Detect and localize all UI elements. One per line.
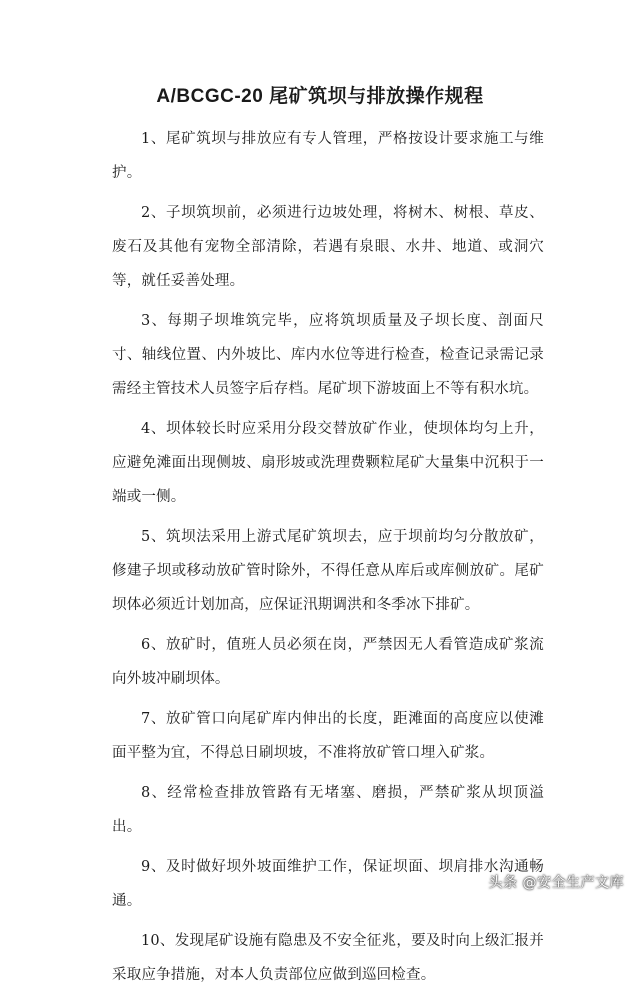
rule-item-7: 7、放矿管口向尾矿库内伸出的长度，距滩面的高度应以使滩面平整为宜，不得总日刷坝坡，不准将放矿管口埋入矿浆。	[112, 711, 544, 761]
rule-item-6: 6、放矿时，值班人员必须在岗，严禁因无人看管造成矿浆流向外坡冲刷坝体。	[112, 637, 544, 687]
rule-item-8: 8、经常检查排放管路有无堵塞、磨损，严禁矿浆从坝顶溢出。	[112, 785, 544, 835]
rules-list	[112, 122, 544, 998]
rule-item-1: 1、尾矿筑坝与排放应有专人管理，严格按设计要求施工与维护。	[112, 131, 544, 181]
rule-item-2: 2、子坝筑坝前，必须进行边坡处理，将树木、树根、草皮、废石及其他有宠物全部清除，若遇有泉眼、水井、地道、或洞穴等，就任妥善处理。	[112, 205, 544, 289]
rule-item-4: 4、坝体较长时应采用分段交替放矿作业，使坝体均匀上升，应避免滩面出现侧坡、扇形坡或洗理费颗粒尾矿大量集中沉积于一端或一侧。	[112, 421, 544, 505]
rule-item-10: 10、发现尾矿设施有隐患及不安全征兆，要及时向上级汇报并采取应争措施，对本人负责部位应做到巡回检查。	[112, 933, 544, 983]
rule-item-5: 5、筑坝法采用上游式尾矿筑坝去，应于坝前均匀分散放矿，修建子坝或移动放矿管时除外，不得任意从库后或库侧放矿。尾矿坝体必须近计划加高，应保证汛期调洪和冬季冰下排矿。	[112, 529, 544, 613]
rule-item-3: 3、每期子坝堆筑完毕，应将筑坝质量及子坝长度、剖面尺寸、轴线位置、内外坡比、库内水位等进行检查，检查记录需记录需经主管技术人员签字后存档。尾矿坝下游坡面上不等有积水坑。	[112, 313, 544, 397]
document-title: A/BCGC-20 尾矿筑坝与排放操作规程	[156, 86, 484, 107]
rule-item-9: 9、及时做好坝外坡面维护工作，保证坝面、坝肩排水沟通畅通。	[112, 859, 544, 909]
source-watermark: 头条 @安全生产文库	[488, 875, 624, 891]
